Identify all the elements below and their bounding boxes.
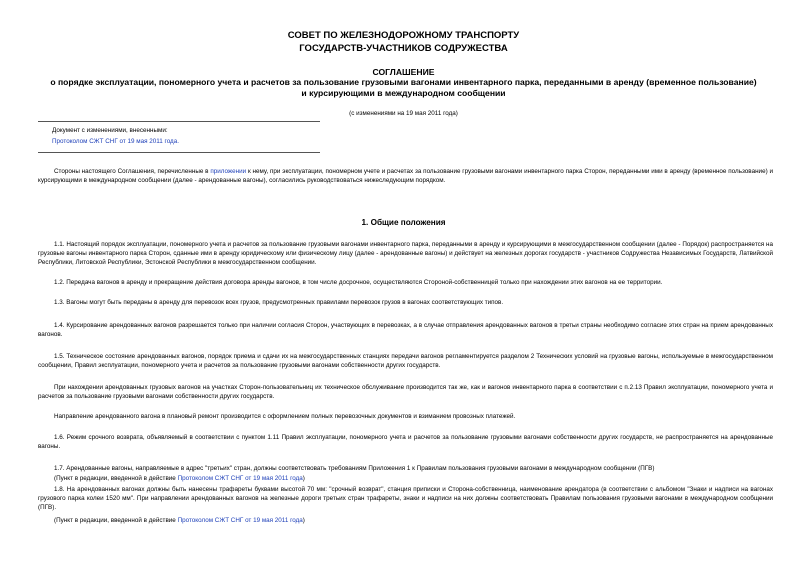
amendments-label: Документ с изменениями, внесенными:	[52, 127, 168, 134]
intro-text-start: Стороны настоящего Соглашения, перечисленные в	[54, 168, 211, 175]
protocol-link-1-7[interactable]: Протоколом СЖТ СНГ от 19 мая 2011 года	[177, 475, 303, 482]
note-close: )	[302, 517, 305, 524]
protocol-link-1-8[interactable]: Протоколом СЖТ СНГ от 19 мая 2011 года	[177, 517, 303, 524]
paragraph-1-6: 1.6. Режим срочного возврата, объявляемый в соответствии с пунктом 1.11 Правил эксплуатации, пономерного учета и расчетов за пользование грузовыми вагонами собственности других государств, не распространяется на арендованные вагоны.	[38, 434, 773, 450]
document-title-line1: о порядке эксплуатации, пономерного учета и расчетов за пользование грузовыми вагонами инвентарного парка, переданными в аренду (временное пользование)	[50, 77, 757, 87]
paragraph-1-3: 1.3. Вагоны могут быть переданы в аренду для перевозок всех грузов, предусмотренных правилами перевозок грузов в вагонах соответствующих типов.	[54, 299, 504, 306]
section-title: 1. Общие положения	[361, 218, 446, 227]
divider-top	[38, 121, 320, 122]
appendix-link[interactable]: приложении	[210, 168, 247, 175]
document-title-line2: и курсирующими в международном сообщении	[301, 88, 506, 98]
document-type: СОГЛАШЕНИЕ	[372, 67, 435, 77]
changes-note: (с изменениями на 19 мая 2011 года)	[349, 110, 458, 117]
council-name-line2: ГОСУДАРСТВ-УЧАСТНИКОВ СОДРУЖЕСТВА	[299, 43, 508, 54]
amendment-protocol-link[interactable]: Протоколом СЖТ СНГ от 19 мая 2011 года.	[52, 138, 179, 145]
paragraph-1-8: 1.8. На арендованных вагонах должны быть нанесены трафареты буквами высотой 70 мм: "срочный возврат", станция приписки и Сторона-собственница, наименование арендатора (в соответствии с альбомом "Знаки и надписи на вагонах грузового парка колеи 1520 мм". При направлении арендованных вагонов на железные дороги третьих стран трафареты, знаки и надписи на них должны соответствовать Правилам пользования грузовыми вагонами в международном сообщении (ПГВ).	[38, 486, 773, 511]
paragraph-1-7: 1.7. Арендованные вагоны, направляемые в адрес "третьих" стран, должны соответствовать требованиям Приложения 1 к Правилам пользования грузовыми вагонами в международном сообщении (ПГВ)	[54, 465, 655, 472]
paragraph-1-5-maintenance: При нахождении арендованных грузовых вагонов на участках Сторон-пользовательниц их техническое обслуживание производится так же, как и вагонов инвентарного парка в соответствии с п.2.13 Правил эксплуатации, пономерного учета и расчетов за пользование грузовыми вагонами собственности других государств.	[38, 384, 773, 400]
paragraph-1-4: 1.4. Курсирование арендованных вагонов разрешается только при наличии согласия Сторон, участвующих в перевозках, а в случае отправления арендованных вагонов в третьи страны необходимо согласие этих стран на прием арендованных вагонов.	[38, 322, 773, 338]
paragraph-1-7-note	[38, 474, 773, 483]
divider-bottom	[38, 152, 320, 153]
intro-text-end: к нему, при эксплуатации, пономерном учете и расчетах за пользование грузовыми вагонами инвентарного парка Сторон, переданными ими в аренду (временное пользование) и курсирующими в международном сообщении (далее - арендованные вагоны), согласились руководствоваться нижеследующим порядком.	[38, 168, 774, 184]
note-text: (Пункт в редакции, введенной в действие	[54, 517, 178, 524]
paragraph-1-1: 1.1. Настоящий порядок эксплуатации, пономерного учета и расчетов за пользование грузовыми вагонами инвентарного парка, переданными в аренду и курсирующими в межгосударственном сообщении (далее - Порядок) распространяется на грузовые вагоны инвентарного парка Сторон, сданные ими в аренду юридическому или физическому лицу (далее - арендованные вагоны) и действует на железных дорогах государств - участников Содружества Независимых Государств, Латвийской Республики, Литовской Республики, Эстонской Республики в межгосударственном сообщении.	[38, 241, 773, 266]
paragraph-1-5-repair: Направление арендованного вагона в плановый ремонт производится с оформлением полных перевозочных документов и взиманием провозных платежей.	[54, 413, 516, 420]
intro-paragraph	[38, 167, 773, 185]
council-name-line1: СОВЕТ ПО ЖЕЛЕЗНОДОРОЖНОМУ ТРАНСПОРТУ	[287, 30, 520, 41]
paragraph-1-5: 1.5. Техническое состояние арендованных вагонов, порядок приема и сдачи их на межгосударственных станциях передачи вагонов регламентируется разделом 2 Технических условий на грузовые вагоны, используемые в межгосударственном сообщении, Правил эксплуатации, пономерного учета и расчетов за пользование грузовыми вагонами собственности других государств.	[38, 353, 773, 369]
paragraph-1-8-note	[38, 516, 773, 525]
note-text: (Пункт в редакции, введенной в действие	[54, 475, 178, 482]
paragraph-1-2: 1.2. Передача вагонов в аренду и прекращение действия договора аренды вагонов, в том числе досрочное, осуществляются Стороной-собственницей только при нахождении этих вагонов на ее территории.	[54, 279, 663, 286]
note-close: )	[302, 475, 305, 482]
